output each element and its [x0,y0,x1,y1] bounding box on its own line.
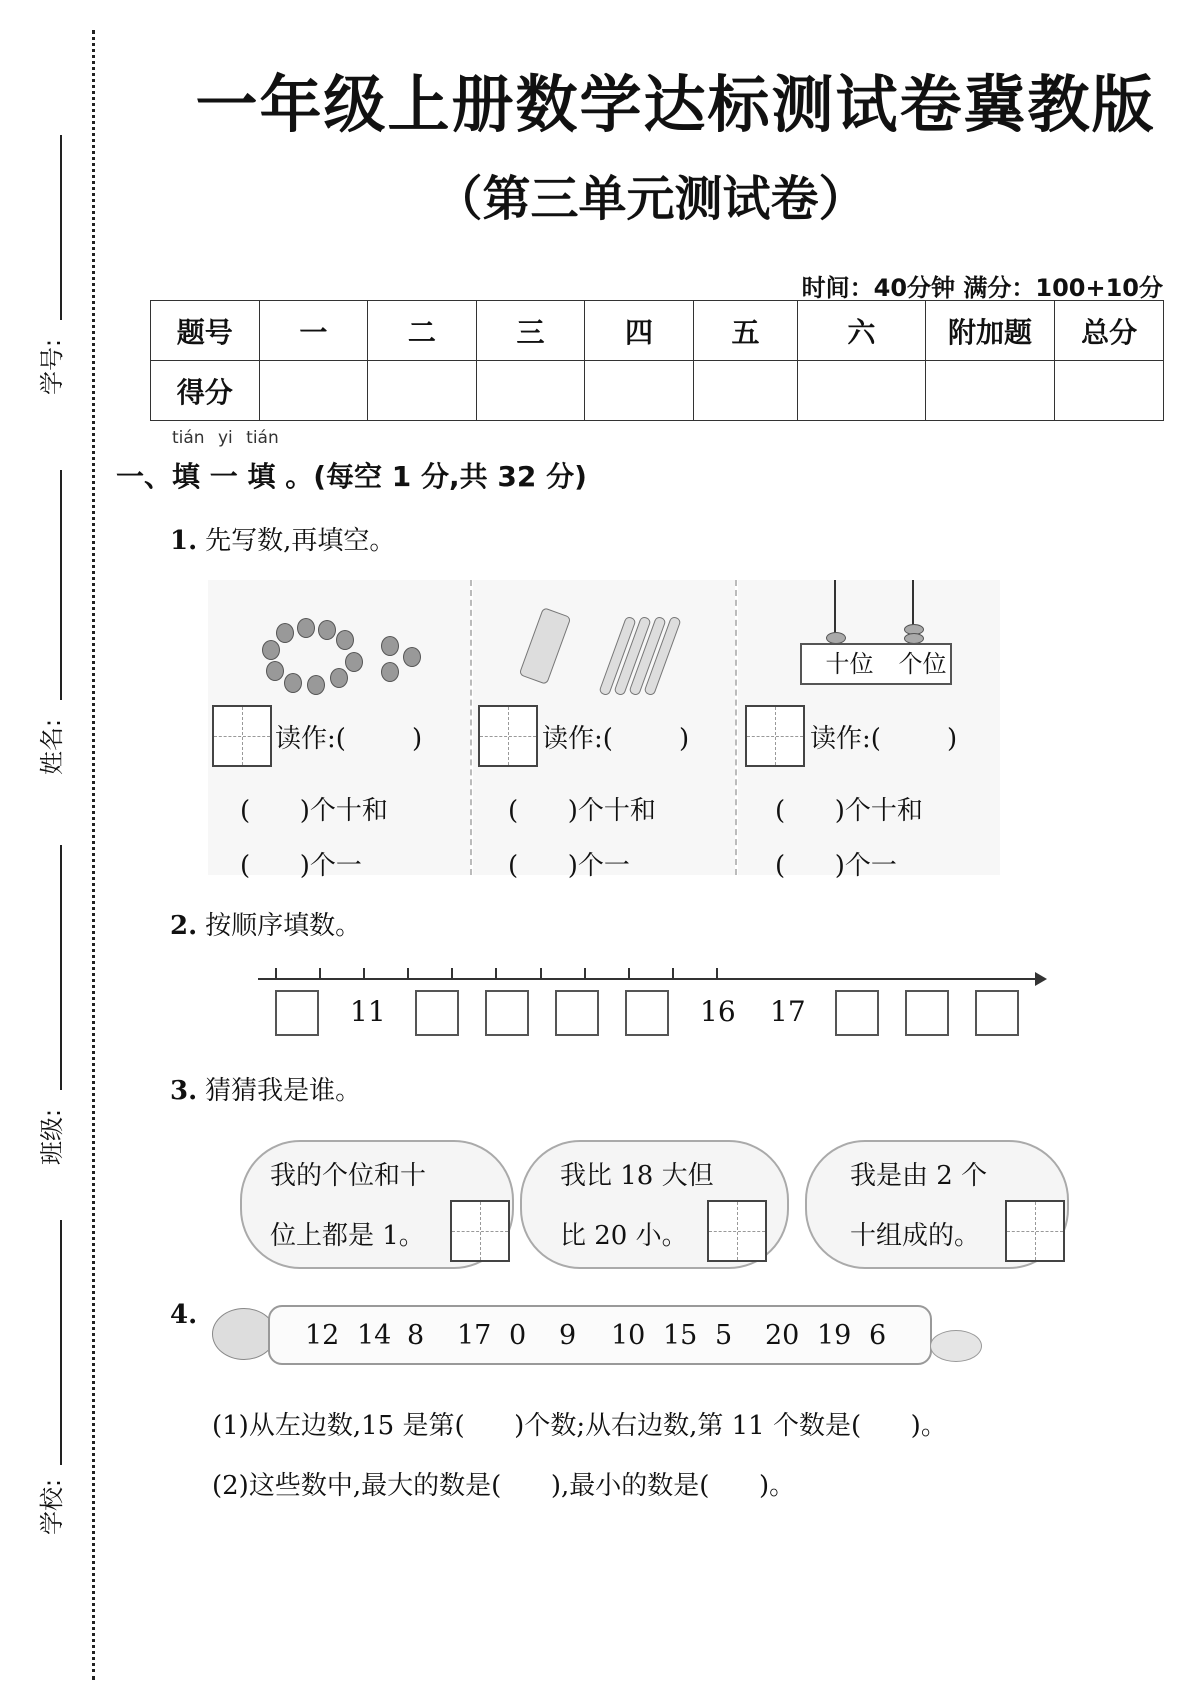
answer-grid-box[interactable] [478,705,538,767]
given-number: 11 [350,995,386,1028]
student-id-label: 学号: [38,338,66,395]
class-line [60,845,62,1090]
header-cell: 四 [585,301,694,361]
score-cell[interactable] [585,361,694,421]
riddle-line: 比 20 小。 [560,1221,688,1251]
exam-meta: 时间：40分钟 满分：100+10分 [801,274,1163,302]
number-blank[interactable] [905,990,949,1036]
divider [735,580,737,875]
riddle-line: 位上都是 1。 [270,1221,425,1251]
riddle-line: 我比 18 大但 [560,1161,714,1191]
read-as-prompt: 读作:( ) [542,724,690,754]
question-2 [170,905,361,942]
question-3 [170,1070,361,1107]
strip-number: 14 [357,1320,392,1351]
strip-number: 0 [509,1320,527,1351]
arrow-icon [1035,972,1047,986]
strip-number: 8 [407,1320,425,1351]
strip-number: 10 [611,1320,646,1351]
q4-subquestion-1: (1)从左边数,15 是第( )个数;从右边数,第 11 个数是( )。 [212,1411,947,1441]
number-blank[interactable] [625,990,669,1036]
strip-number: 19 [817,1320,852,1351]
number-blank[interactable] [415,990,459,1036]
number-blank[interactable] [485,990,529,1036]
name-line [60,470,62,700]
tens-prompt: ( )个十和 [240,796,388,826]
question-text: 先写数,再填空。 [205,526,396,556]
number-blank[interactable] [975,990,1019,1036]
score-cell[interactable] [476,361,585,421]
ones-place-label: 个位 [895,643,952,685]
page-title: 一年级上册数学达标测试卷冀教版 [195,68,1156,141]
school-line [60,1220,62,1465]
read-as-prompt: 读作:( ) [275,724,423,754]
pinyin-annotation: tián yi tián [172,428,279,448]
answer-grid-box[interactable] [212,705,272,767]
number-blank[interactable] [275,990,319,1036]
read-as-prompt: 读作:( ) [810,724,958,754]
q4-subquestion-2: (2)这些数中,最大的数是( ),最小的数是( )。 [212,1471,796,1501]
header-cell: 六 [798,301,926,361]
tens-place-label: 十位 [800,643,899,685]
riddle-line: 十组成的。 [850,1221,981,1251]
header-cell: 五 [693,301,797,361]
page-subtitle: （第三单元测试卷） [434,171,867,227]
mushroom-decoration-icon [930,1330,982,1362]
header-cell: 总分 [1055,301,1164,361]
question-number: 2. [170,911,198,941]
strip-number: 9 [559,1320,577,1351]
header-cell: 二 [368,301,477,361]
number-blank[interactable] [835,990,879,1036]
question-1 [170,520,395,557]
header-cell: 附加题 [925,301,1055,361]
header-cell: 三 [476,301,585,361]
row-label: 得分 [151,361,260,421]
given-number: 16 [700,995,736,1028]
tens-prompt: ( )个十和 [508,796,656,826]
snail-mascot-icon [212,1308,276,1360]
header-cell: 题号 [151,301,260,361]
question-number: 1. [170,526,198,556]
riddle-line: 我是由 2 个 [850,1161,988,1191]
strip-number: 12 [305,1320,340,1351]
answer-grid-box[interactable] [1005,1200,1065,1262]
answer-grid-box[interactable] [450,1200,510,1262]
ones-prompt: ( )个一 [775,851,897,881]
ones-prompt: ( )个一 [240,851,362,881]
answer-grid-box[interactable] [707,1200,767,1262]
question-number: 4. [170,1300,198,1330]
question-4 [170,1300,205,1330]
riddle-line: 我的个位和十 [270,1161,427,1191]
number-strip-values [305,1320,909,1351]
tens-prompt: ( )个十和 [775,796,923,826]
score-table-score-row [151,361,1164,421]
score-cell[interactable] [693,361,797,421]
score-cell[interactable] [259,361,368,421]
strip-number: 6 [869,1320,887,1351]
answer-grid-box[interactable] [745,705,805,767]
score-cell[interactable] [798,361,926,421]
header-cell: 一 [259,301,368,361]
question-text: 按顺序填数。 [205,911,362,941]
number-blank[interactable] [555,990,599,1036]
score-table-header-row [151,301,1164,361]
section-heading: 一、填 一 填 。(每空 1 分,共 32 分) [116,460,587,493]
class-label: 班级: [38,1108,66,1165]
given-number: 17 [770,995,806,1028]
question-number: 3. [170,1076,198,1106]
school-label: 学校: [38,1478,66,1535]
divider [470,580,472,875]
binding-dashed-line [92,30,95,1680]
score-cell[interactable] [925,361,1055,421]
strip-number: 5 [715,1320,733,1351]
ones-prompt: ( )个一 [508,851,630,881]
question-text: 猜猜我是谁。 [205,1076,362,1106]
score-cell[interactable] [368,361,477,421]
strip-number: 17 [457,1320,492,1351]
score-table [150,300,1164,421]
strip-number: 15 [663,1320,698,1351]
strip-number: 20 [765,1320,800,1351]
number-line [258,978,1038,980]
score-cell[interactable] [1055,361,1164,421]
name-label: 姓名: [38,718,66,775]
